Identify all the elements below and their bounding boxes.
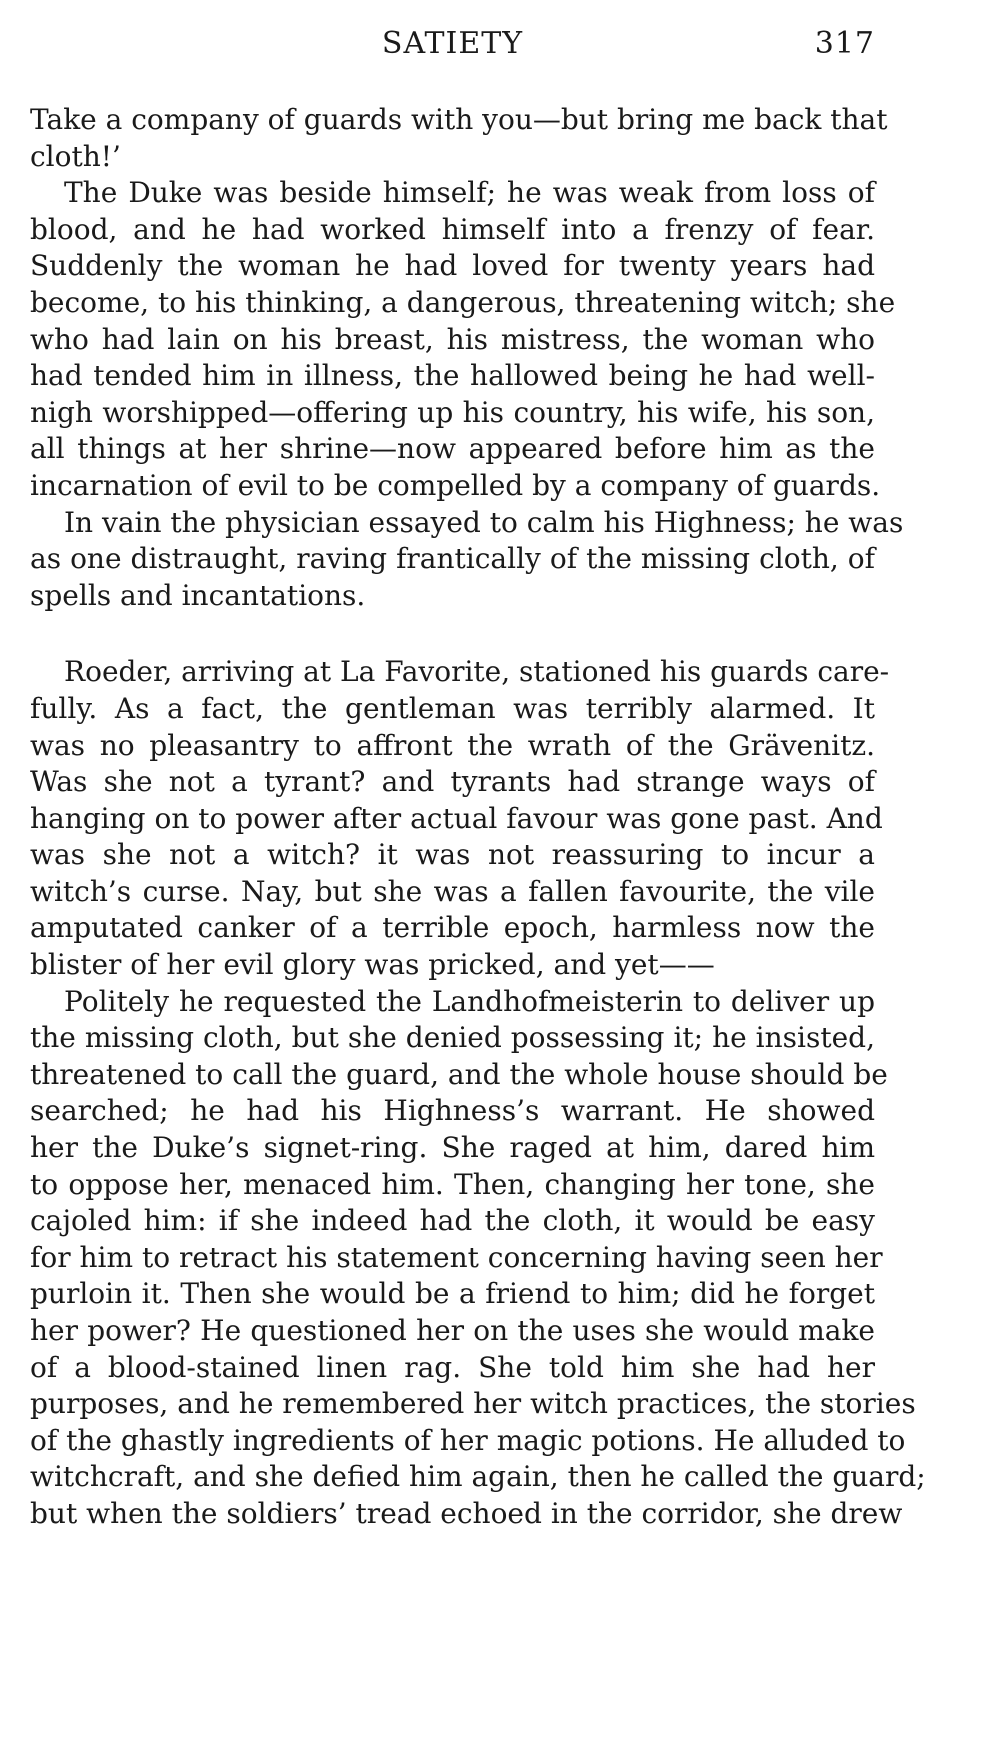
text-line: blister of her evil glory was pricked, and yet——: [30, 948, 715, 982]
text-line: searched; he had his Highness’s warrant. He showed: [30, 1094, 875, 1128]
paragraph: [30, 654, 890, 983]
text-line: purloin it. Then she would be a friend to him; did he forget: [30, 1277, 875, 1311]
text-line: Roeder, arriving at La Favorite, stationed his guards care-: [64, 655, 890, 689]
text-line: Suddenly the woman he had loved for twenty years had: [30, 249, 875, 283]
text-line: Take a company of guards with you—but bring me back that: [30, 103, 888, 136]
text-line: was she not a witch? it was not reassuring to incur a: [30, 838, 875, 872]
text-line: to oppose her, menaced him. Then, changing her tone, she: [30, 1167, 875, 1201]
text-line: the missing cloth, but she denied possessing it; he insisted,: [30, 1021, 875, 1055]
text-line: for him to retract his statement concerning having seen her: [30, 1240, 883, 1274]
paragraph: [30, 984, 926, 1533]
paragraph: [30, 102, 888, 175]
text-line: Was she not a tyrant? and tyrants had strange ways of: [30, 765, 875, 799]
body-text: [30, 102, 926, 1533]
text-line: as one distraught, raving frantically of the missing cloth, of: [30, 542, 875, 576]
text-line: who had lain on his breast, his mistress, the woman who: [30, 322, 875, 356]
text-line: purposes, and he remembered her witch practices, the stories: [30, 1387, 916, 1421]
text-line: but when the soldiers’ tread echoed in the corridor, she drew: [30, 1496, 903, 1530]
text-line: fully. As a fact, the gentleman was terribly alarmed. It: [30, 691, 875, 725]
text-line: witch’s curse. Nay, but she was a fallen favourite, the vile: [30, 874, 875, 908]
text-line: spells and incantations.: [30, 578, 366, 612]
text-line: was no pleasantry to affront the wrath of the Grävenitz.: [30, 728, 875, 762]
text-line: of a blood-stained linen rag. She told him she had her: [30, 1350, 875, 1384]
page-header: [30, 20, 875, 70]
text-line: nigh worshipped—offering up his country, his wife, his son,: [30, 395, 875, 429]
text-line: cloth!’: [30, 139, 121, 173]
text-line: all things at her shrine—now appeared before him as the: [30, 432, 875, 466]
text-line: witchcraft, and she defied him again, then he called the guard;: [30, 1460, 926, 1494]
text-line: incarnation of evil to be compelled by a company of guards.: [30, 468, 881, 502]
text-line: had tended him in illness, the hallowed being he had well-: [30, 359, 875, 393]
text-line: hanging on to power after actual favour was gone past. And: [30, 801, 883, 835]
book-page: [30, 20, 926, 1533]
text-line: blood, and he had worked himself into a frenzy of fear.: [30, 212, 875, 246]
text-line: In vain the physician essayed to calm his Highness; he was: [64, 505, 904, 539]
running-title: SATIETY: [381, 26, 524, 61]
text-line: threatened to call the guard, and the whole house should be: [30, 1057, 888, 1091]
text-line: amputated canker of a terrible epoch, harmless now the: [30, 911, 875, 945]
text-line: of the ghastly ingredients of her magic potions. He alluded to: [30, 1423, 906, 1457]
text-line: her power? He questioned her on the uses she would make: [30, 1314, 875, 1347]
paragraph: [30, 505, 904, 615]
page-number: 317: [814, 26, 875, 61]
text-line: Politely he requested the Landhofmeisterin to deliver up: [64, 984, 875, 1018]
paragraph: [30, 175, 896, 504]
text-line: The Duke was beside himself; he was weak from loss of: [64, 176, 875, 210]
text-line: become, to his thinking, a dangerous, threatening witch; she: [30, 285, 896, 319]
text-line: her the Duke’s signet-ring. She raged at him, dared him: [30, 1131, 875, 1165]
text-line: cajoled him: if she indeed had the cloth, it would be easy: [30, 1204, 875, 1238]
